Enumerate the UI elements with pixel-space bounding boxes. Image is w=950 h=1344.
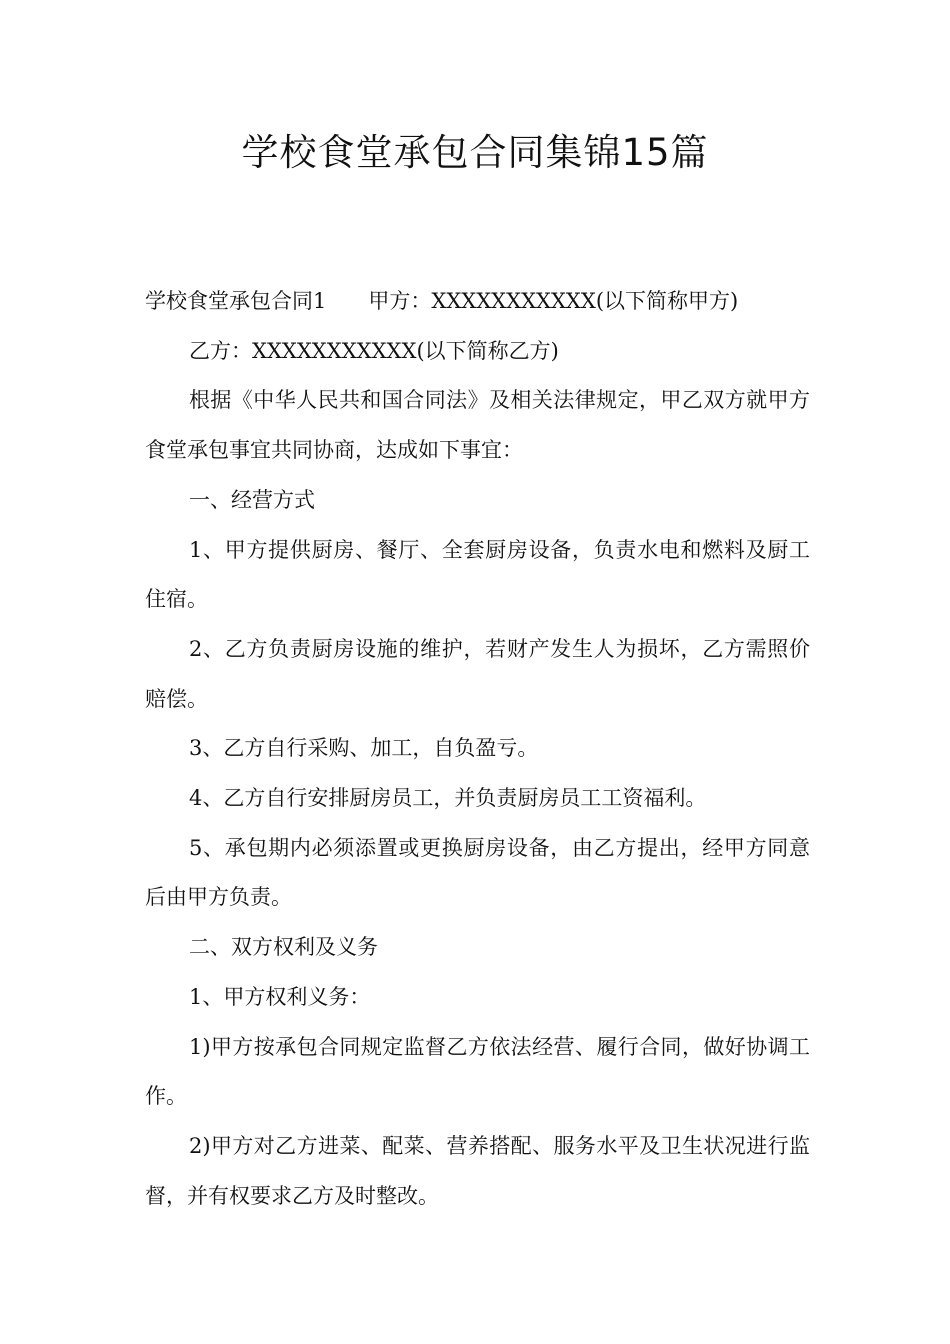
clause-2-1-2: 2)甲方对乙方进菜、配菜、营养搭配、服务水平及卫生状况进行监督，并有权要求乙方及时整改。 — [145, 1133, 810, 1208]
first-line — [145, 277, 810, 327]
party-b-line: 乙方：XXXXXXXXXXX(以下简称乙方) — [189, 338, 559, 363]
section-heading-operation: 一、经营方式 — [189, 487, 315, 512]
document-title: 学校食堂承包合同集锦15篇 — [241, 131, 709, 174]
clause-1-1: 1、甲方提供厨房、餐厅、全套厨房设备，负责水电和燃料及厨工住宿。 — [145, 537, 810, 612]
clause-2-1-1: 1)甲方按承包合同规定监督乙方依法经营、履行合同，做好协调工作。 — [145, 1034, 810, 1109]
section-heading-rights: 二、双方权利及义务 — [189, 935, 378, 960]
document-body — [145, 277, 810, 1221]
contract-heading: 学校食堂承包合同1 — [145, 289, 327, 313]
clause-1-2: 2、乙方负责厨房设施的维护，若财产发生人为损坏，乙方需照价赔偿。 — [145, 636, 810, 711]
subsection-party-a-rights: 1、甲方权利义务： — [189, 984, 371, 1009]
party-a-line: 甲方：XXXXXXXXXXX(以下简称甲方) — [368, 289, 739, 313]
intro-paragraph: 根据《中华人民共和国合同法》及相关法律规定，甲乙双方就甲方食堂承包事宜共同协商，达成如下事宜： — [145, 388, 810, 463]
clause-1-5: 5、承包期内必须添置或更换厨房设备，由乙方提出，经甲方同意后由甲方负责。 — [145, 835, 810, 910]
clause-1-4: 4、乙方自行安排厨房员工，并负责厨房员工工资福利。 — [189, 786, 707, 811]
clause-1-3: 3、乙方自行采购、加工，自负盈亏。 — [189, 736, 539, 761]
